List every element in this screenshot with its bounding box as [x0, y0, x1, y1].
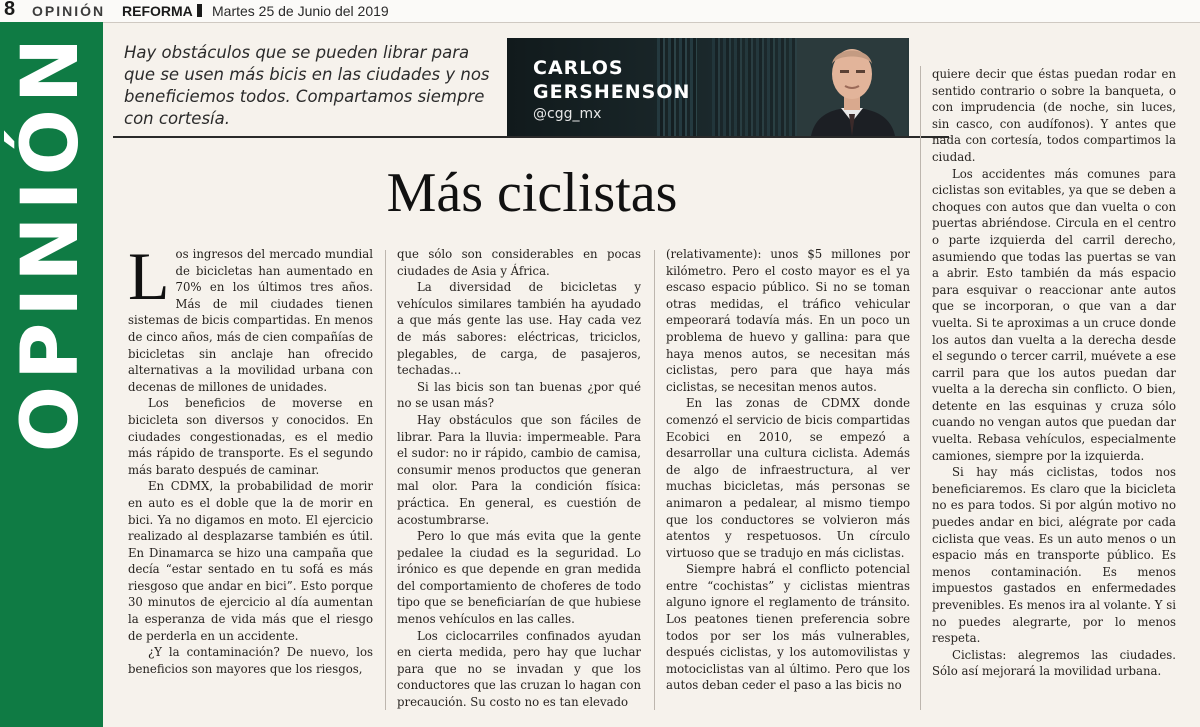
body-paragraph: En CDMX, la probabilidad de morir en auto es el doble que la de morir en bici. Ya no digamos en moto. El ejercicio realizado al desplazarse también es útil. En Dinamarca se hizo una campaña que decía “estar sentado en tu sofá es más riesgoso que andar en bici”. Esto porque 30 minutos de ejercicio al día aumentan la esperanza de vida más que el riesgo de perderla en un accidente.: [128, 479, 373, 643]
body-paragraph: ¿Y la contaminación? De nuevo, los beneficios son mayores que los riesgos,: [128, 645, 373, 676]
page-number: 8: [4, 0, 16, 20]
publication-date: Martes 25 de Junio del 2019: [212, 3, 389, 19]
banner-pattern: [712, 38, 797, 136]
header-separator: [197, 4, 202, 17]
author-last-name: GERSHENSON: [533, 81, 691, 103]
body-paragraph: Pero lo que más evita que la gente pedalee la ciudad es la seguridad. Lo irónico es que depende en gran medida del comportamiento de choferes de todo tipo que se beneficiarían de que hubiese menos vehículos en las calles.: [397, 529, 641, 627]
drop-cap: L: [128, 238, 170, 314]
author-first-name: CARLOS: [533, 57, 624, 79]
author-banner: [507, 38, 909, 136]
body-paragraph: La diversidad de bicicletas y vehículos similares también ha ayudado a que más gente las use. Hay cada vez de más sabores: eléctricas, triciclos, plegables, de carga, de pasajeros, techadas...: [397, 280, 641, 378]
body-paragraph-text: os ingresos del mercado mundial de bicicletas han aumentado en 70% en los últimos tres años. Más de mil ciudades tienen sistemas de bicis compartidas. En menos de cinco años, más de cien compañías de bicicletas sin anclaje han ofrecido alternativas a la movilidad urbana con decenas de millones de unidades.: [128, 247, 373, 394]
body-column-3: [666, 246, 910, 694]
author-handle: @cgg_mx: [533, 106, 602, 122]
section-band: [0, 22, 103, 727]
body-paragraph: Si hay más ciclistas, todos nos beneficiaremos. Es claro que la bicicleta no es para todos. Si por algún motivo no puedes andar en bici, alégrate por cada ciclista que veas. Es un auto menos o un espacio más en transporte público. Es menos contaminación. Es menos impuestos gastados en enfermedades prevenibles. Es menos ira al volante. Y si no puedes alegrarte, por lo menos respeta.: [932, 465, 1176, 646]
body-paragraph: Los beneficios de moverse en bicicleta son diversos y conocidos. En ciudades congestionadas, es el medio más rápido de transporte. Es el segundo más barato después de caminar.: [128, 396, 373, 477]
body-paragraph: Los ciclocarriles confinados ayudan en cierta medida, pero hay que luchar para que no se invadan y que los conductores que las cruzan lo hagan con precaución. Su costo no es tan elevado: [397, 628, 641, 710]
page-header: [0, 0, 1200, 23]
newspaper-name: REFORMA: [122, 3, 193, 19]
article-deck: Hay obstáculos que se pueden librar para que se usen más bicis en las ciudades y nos beneficiemos todos. Compartamos siempre con cortesía.: [124, 43, 490, 128]
column-divider: [385, 250, 386, 710]
body-paragraph: que sólo son considerables en pocas ciudades de Asia y África.: [397, 247, 641, 278]
body-paragraph: (relativamente): unos $5 millones por kilómetro. Pero el costo mayor es el ya escaso espacio público. Si no se toman otras medidas, el tráfico vehicular empeorará todavía más. En un poco un problema de huevo y gallina: para que haya menos autos, se necesitan más ciclistas, pero para que haya más ciclistas, se necesitan menos autos.: [666, 247, 910, 394]
body-column-2: [397, 246, 641, 711]
body-paragraph: En las zonas de CDMX donde comenzó el servicio de bicis compartidas Ecobici en 2010, se empezó a desarrollar una cultura ciclista. Además de algo de infraestructura, al ver muchas bicicletas, más personas se animaron a pedalear, al mismo tiempo que los conductores se volvieron más atentos y respetuosos. Un círculo virtuoso que se tradujo en más ciclistas.: [666, 396, 910, 560]
body-paragraph: quiere decir que éstas puedan rodar en sentido contrario o sobre la banqueta, o con imprudencia (de noche, sin luces, sin casco, con audífonos). Y antes que nada con cortesía, todos compartimos la ciudad.: [932, 67, 1176, 164]
body-paragraph: Ciclistas: alegremos las ciudades. Sólo así mejorará la movilidad urbana.: [932, 647, 1176, 679]
column-divider: [920, 66, 921, 710]
author-portrait: [797, 38, 907, 136]
headline-rule: [113, 136, 949, 138]
column-divider: [654, 250, 655, 710]
section-vertical-label: OPINIÓN: [6, 31, 96, 453]
body-paragraph: Los accidentes más comunes para ciclistas son evitables, ya que se deben a choques con autos que dan vuelta o con puertas abriéndose. Circula en el centro o parte izquierda del carril derecho, asumiendo que todas las puertas se van a abrir. Esto también da más espacio para esquivar o reaccionar ante autos que se incorporan, o que van a dar vuelta. Si te aproximas a un cruce donde los autos dan vuelta a la derecha desde el segundo o tercer carril, muévete a ese carril para que los autos puedan dar vuelta a la derecha sin conflicto. O bien, detente en las esquinas y cruza sólo cuando no vengan autos que puedan dar vuelta. Rebasa vehículos, especialmente camiones, siempre por la izquierda.: [932, 166, 1176, 463]
body-column-4: [932, 66, 1176, 680]
author-name: [533, 56, 690, 104]
section-name: OPINIÓN: [32, 3, 106, 19]
body-paragraph: [128, 238, 373, 395]
body-paragraph: Hay obstáculos que son fáciles de librar. Para la lluvia: impermeable. Para el sudor: no ir rápido, cambio de camisa, consumir menos productos que generan mal olor. Para la condición física: práctica. En general, es cuestión de acostumbrarse.: [397, 412, 641, 527]
body-paragraph: Si las bicis son tan buenas ¿por qué no se usan más?: [397, 379, 641, 411]
headline: Más ciclistas: [386, 162, 678, 224]
body-paragraph: Siempre habrá el conflicto potencial entre “cochistas” y ciclistas mientras alguno ignore el reglamento de tránsito. Los peatones tienen preferencia sobre todos por ser los más vulnerables, después ciclistas, y los automovilistas y motociclistas van al último. Pero que los autos deban ceder el paso a las bicis no: [666, 562, 910, 693]
body-column-1: [128, 238, 373, 677]
